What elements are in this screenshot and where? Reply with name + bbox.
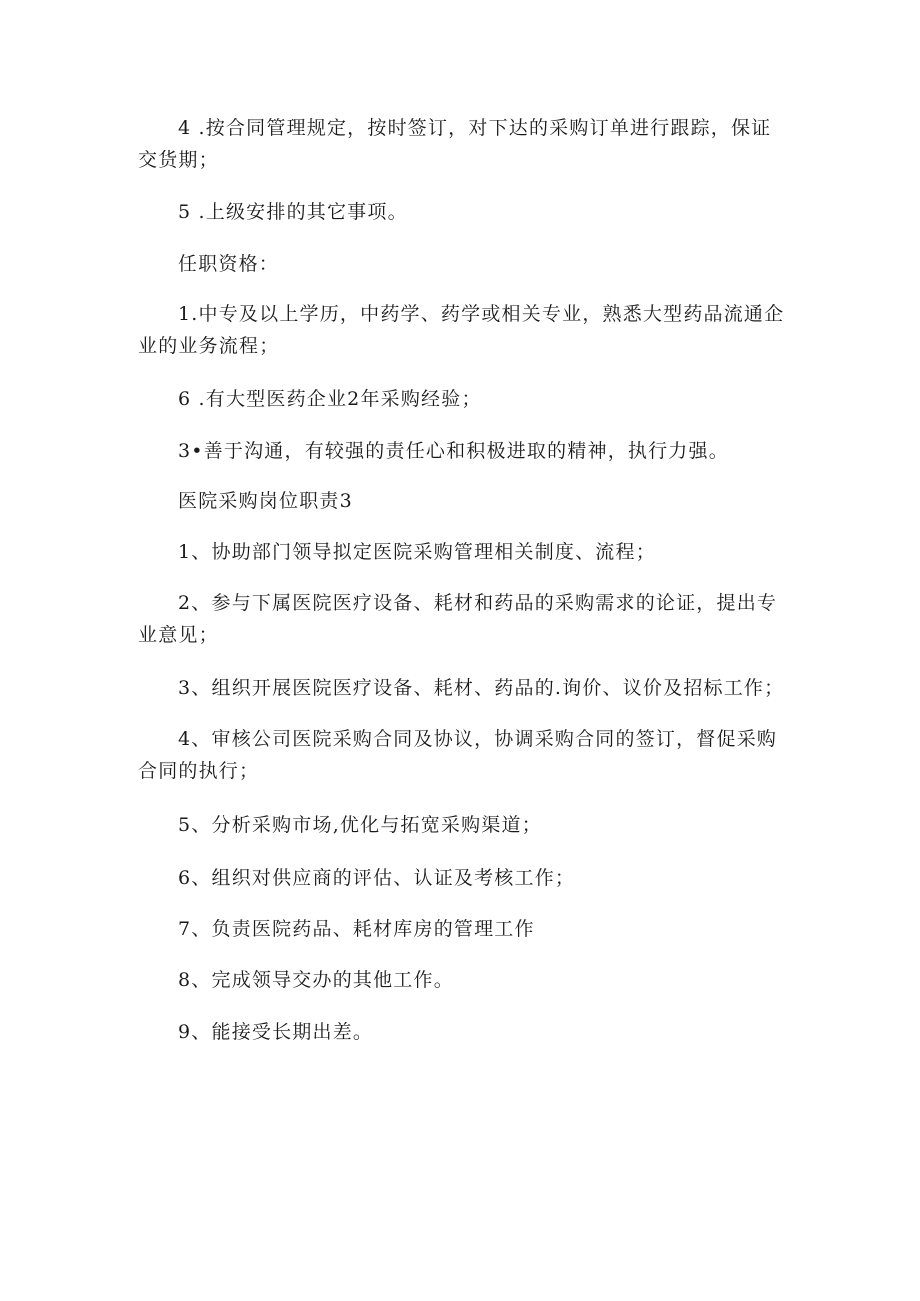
- paragraph-responsibility-9: 9、能接受长期出差。: [178, 1021, 374, 1043]
- section-heading-qualifications: 任职资格：: [178, 253, 280, 275]
- paragraph-responsibility-2: 2、参与下属医院医疗设备、耗材和药品的采购需求的论证，提出专业意见；: [138, 592, 778, 646]
- paragraph-qualification-1: 1.中专及以上学历，中药学、药学或相关专业，熟悉大型药品流通企业的业务流程；: [138, 303, 785, 357]
- section-heading-hospital-procurement-3: 医院采购岗位职责3: [178, 490, 353, 512]
- paragraph-responsibility-8: 8、完成领导交办的其他工作。: [178, 969, 454, 991]
- paragraph-duty-4: 4 .按合同管理规定，按时签订，对下达的采购订单进行跟踪，保证交货期；: [138, 117, 772, 171]
- paragraph-responsibility-3: 3、组织开展医院医疗设备、耗材、药品的.询价、议价及招标工作；: [178, 677, 785, 699]
- paragraph-responsibility-6: 6、组织对供应商的评估、认证及考核工作；: [178, 867, 576, 889]
- paragraph-responsibility-1: 1、协助部门领导拟定医院采购管理相关制度、流程；: [178, 541, 656, 563]
- paragraph-qualification-3: 3•善于沟通，有较强的责任心和积极进取的精神，执行力强。: [178, 440, 729, 462]
- paragraph-responsibility-7: 7、负责医院药品、耗材库房的管理工作: [178, 918, 535, 940]
- paragraph-duty-5: 5 .上级安排的其它事项。: [178, 201, 408, 223]
- paragraph-qualification-2: 6 .有大型医药企业2年采购经验；: [178, 388, 482, 410]
- paragraph-responsibility-5: 5、分析采购市场,优化与拓宽采购渠道；: [178, 814, 542, 836]
- paragraph-responsibility-4: 4、审核公司医院采购合同及协议，协调采购合同的签订，督促采购合同的执行；: [138, 728, 778, 782]
